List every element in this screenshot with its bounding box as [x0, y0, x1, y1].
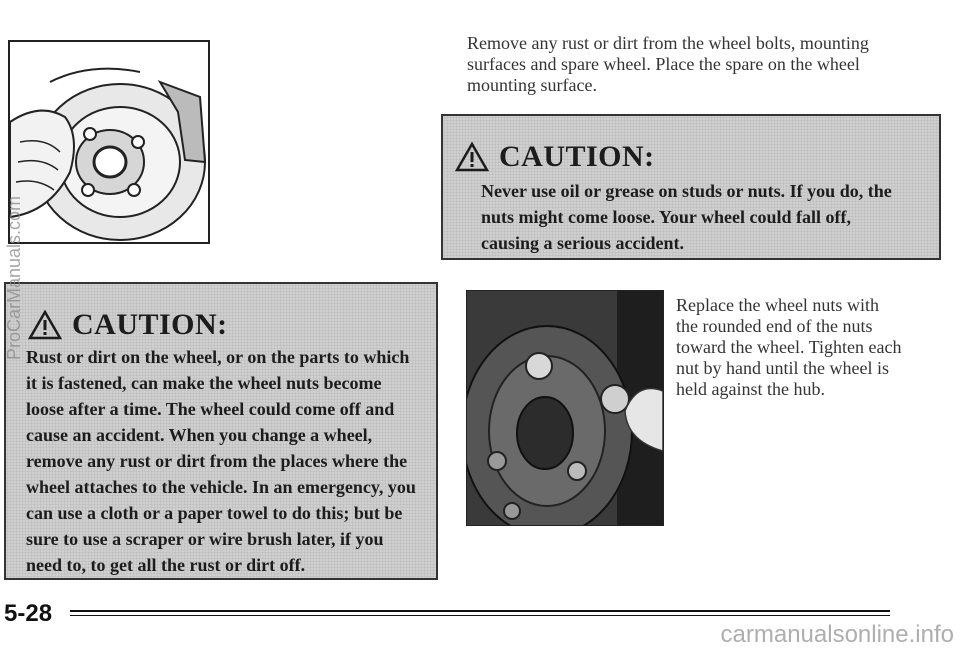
- intro-paragraph: Remove any rust or dirt from the wheel bolts, mounting surfaces and spare wheel. Place the spare on the wheel mounting surface.: [467, 33, 869, 95]
- page-number: 5-28: [4, 600, 53, 627]
- footer-rule-thin: [70, 615, 890, 616]
- caution-heading-left: [28, 308, 228, 342]
- side-watermark: ProCarManuals.com: [4, 195, 24, 360]
- caution-text-left: Rust or dirt on the wheel, or on the parts to which it is fastened, can make the wheel nuts become loose after a time. The wheel could come off and cause an accident. When you change a wheel, remove any rust or dirt from the places where the wheel attaches to the vehicle. In an emergency, you can use a cloth or a paper towel to do this; but be sure to use a scraper or wire brush later, if you need to, to get all the rust or dirt off.: [26, 347, 416, 575]
- warning-triangle-icon: [455, 142, 489, 172]
- caution-text-right: Never use oil or grease on studs or nuts. If you do, the nuts might come loose. Your wheel could fall off, causing a serious accident.: [481, 181, 892, 253]
- bottom-watermark: carmanualsonline.info: [720, 621, 954, 648]
- caution-box-oil-grease: [441, 114, 941, 260]
- caution-heading-right: [455, 140, 655, 174]
- wheel-nut-drawing: [467, 291, 663, 525]
- warning-triangle-icon: [28, 310, 62, 340]
- hub-cleaning-drawing: [10, 42, 208, 242]
- caution-label-right: CAUTION:: [499, 140, 655, 173]
- wheel-nut-photo: [466, 290, 664, 526]
- hub-cleaning-illustration: [8, 40, 210, 244]
- replace-nuts-paragraph: Replace the wheel nuts with the rounded end of the nuts toward the wheel. Tighten each nut by hand until the wheel is held against the hub.: [676, 295, 902, 399]
- caution-box-rust-dirt: [4, 282, 438, 580]
- footer-rule: [70, 610, 890, 612]
- caution-label-left: CAUTION:: [72, 308, 228, 341]
